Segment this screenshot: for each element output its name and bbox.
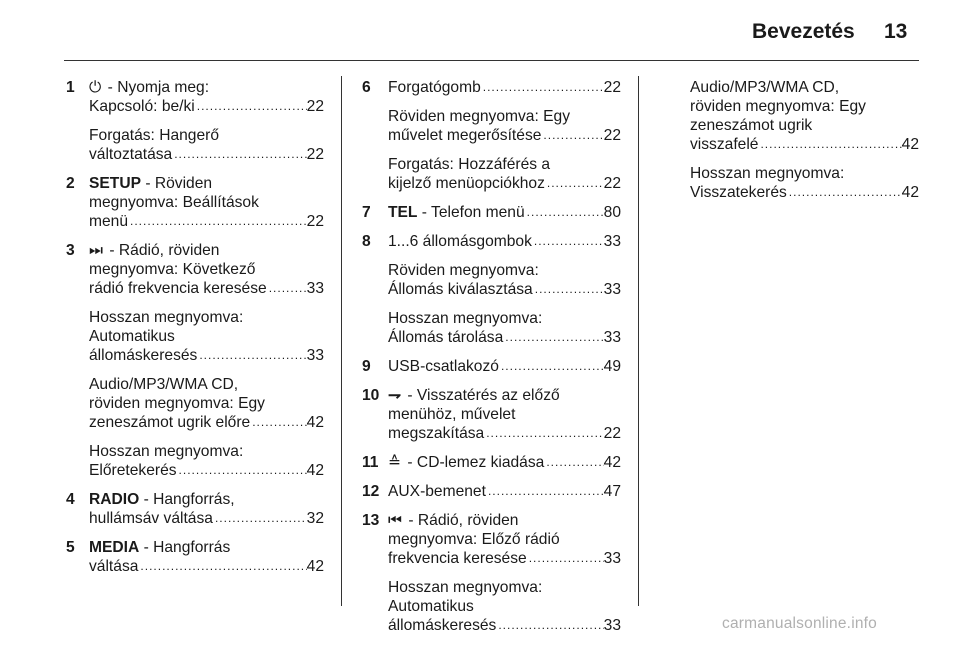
entry-number: 2: [66, 175, 75, 192]
page-header-title: Bevezetés: [752, 20, 855, 43]
entry-number: 8: [362, 233, 371, 250]
keyword-tel: TEL: [388, 204, 418, 221]
column-1: [66, 78, 324, 586]
entry-text: Forgatógomb: [388, 79, 481, 96]
page-ref: 22: [603, 425, 621, 442]
entry-text: - Rádió, röviden: [105, 242, 220, 259]
page-ref: 22: [306, 98, 324, 115]
page-ref: 22: [603, 175, 621, 192]
entry-text: Forgatás: Hangerő: [89, 127, 220, 144]
entry-text: USB-csatlakozó: [388, 358, 499, 375]
entry-text: Hosszan megnyomva:: [89, 443, 244, 460]
page-ref: 33: [306, 280, 324, 297]
legend-entry-9: [362, 357, 621, 376]
legend-entry-1: [66, 78, 324, 164]
entry-text: menühöz, művelet: [388, 406, 516, 423]
keyword-radio: RADIO: [89, 491, 140, 508]
entry-text: zeneszámot ugrik: [690, 117, 813, 134]
entry-text: Hosszan megnyomva:: [388, 310, 543, 327]
entry-text: Kapcsoló: be/ki: [89, 98, 195, 115]
entry-text: változtatása: [89, 146, 173, 163]
header-rule: [64, 60, 919, 61]
entry-text: Forgatás: Hozzáférés a: [388, 156, 551, 173]
page-ref: 42: [901, 136, 919, 153]
entry-number: 3: [66, 242, 75, 259]
legend-entry-8: [362, 232, 621, 347]
previous-track-icon: ⏮: [388, 512, 403, 529]
page-ref: 33: [306, 347, 324, 364]
legend-entry-2: [66, 174, 324, 231]
entry-text: - Hangforrás: [139, 539, 231, 556]
column-separator-2: [638, 76, 639, 606]
keyword-media: MEDIA: [89, 539, 140, 556]
entry-text: Hosszan megnyomva:: [388, 579, 543, 596]
page-ref: 33: [603, 329, 621, 346]
column-separator-1: [341, 76, 342, 606]
page-ref: 42: [306, 462, 324, 479]
entry-text: Automatikus: [388, 598, 474, 615]
column-3: [690, 78, 919, 212]
legend-entry-3: [66, 241, 324, 480]
legend-entry-11: [362, 453, 621, 472]
entry-text: Állomás tárolása: [388, 329, 504, 346]
page-ref: 22: [603, 127, 621, 144]
next-track-icon: ⏭: [89, 242, 104, 259]
page-ref: 32: [306, 510, 324, 527]
entry-number: 11: [362, 454, 379, 471]
entry-text: megnyomva: Beállítások: [89, 194, 259, 211]
entry-text: zeneszámot ugrik előre: [89, 414, 251, 431]
entry-text: művelet megerősítése: [388, 127, 542, 144]
watermark: carmanualsonline.info: [722, 615, 877, 632]
entry-text: kijelző menüopciókhoz: [388, 175, 545, 192]
entry-text: váltása: [89, 558, 139, 575]
entry-text: hullámsáv váltása: [89, 510, 213, 527]
entry-text: állomáskeresés: [388, 617, 497, 634]
entry-number: 6: [362, 79, 371, 96]
entry-text: Állomás kiválasztása: [388, 281, 533, 298]
legend-entry-12: [362, 482, 621, 501]
back-arrow-icon: ⇁: [388, 387, 402, 404]
entry-text: megnyomva: Következő: [89, 261, 256, 278]
column-2: [362, 78, 621, 645]
entry-number: 4: [66, 491, 75, 508]
entry-text: menü: [89, 213, 129, 230]
legend-entry-10: [362, 386, 621, 443]
page-ref: 42: [603, 454, 621, 471]
entry-text: röviden megnyomva: Egy: [690, 98, 866, 115]
entry-text: megnyomva: Előző rádió: [388, 531, 560, 548]
page-ref: 42: [306, 414, 324, 431]
entry-number: 10: [362, 387, 380, 404]
entry-text: Audio/MP3/WMA CD,: [89, 376, 239, 393]
page-ref: 22: [306, 213, 324, 230]
page-ref: 33: [603, 233, 621, 250]
legend-entry-4: [66, 490, 324, 528]
page-ref: 33: [603, 281, 621, 298]
page-ref: 42: [306, 558, 324, 575]
legend-entry-13: [362, 511, 621, 635]
entry-text: - Rádió, röviden: [404, 512, 519, 529]
page-ref: 22: [306, 146, 324, 163]
entry-text: - Telefon menü: [417, 204, 525, 221]
page-ref: 80: [603, 204, 621, 221]
legend-entry-7: [362, 203, 621, 222]
entry-text: visszafelé: [690, 136, 759, 153]
legend-continuation: [690, 78, 919, 202]
keyword-setup: SETUP: [89, 175, 141, 192]
entry-text: Audio/MP3/WMA CD,: [690, 79, 840, 96]
entry-number: 1: [66, 79, 75, 96]
entry-text: Hosszan megnyomva:: [89, 309, 244, 326]
page-ref: 42: [901, 184, 919, 201]
entry-text: Hosszan megnyomva:: [690, 165, 845, 182]
entry-number: 5: [66, 539, 75, 556]
entry-text: Röviden megnyomva:: [388, 262, 539, 279]
entry-text: Előretekerés: [89, 462, 177, 479]
page-ref: 33: [603, 617, 621, 634]
entry-text: Röviden megnyomva: Egy: [388, 108, 571, 125]
entry-text: - CD-lemez kiadása: [403, 454, 545, 471]
entry-text: röviden megnyomva: Egy: [89, 395, 265, 412]
entry-text: rádió frekvencia keresése: [89, 280, 267, 297]
legend-entry-6: [362, 78, 621, 193]
entry-number: 12: [362, 483, 380, 500]
entry-number: 9: [362, 358, 371, 375]
entry-text: - Hangforrás,: [139, 491, 235, 508]
entry-text: Automatikus: [89, 328, 175, 345]
page-ref: 47: [603, 483, 621, 500]
page-number: 13: [884, 20, 908, 43]
entry-text: állomáskeresés: [89, 347, 198, 364]
legend-entry-5: [66, 538, 324, 576]
entry-text: frekvencia keresése: [388, 550, 527, 567]
entry-text: - Visszatérés az előző: [403, 387, 560, 404]
entry-text: - Röviden: [141, 175, 213, 192]
eject-icon: ≙: [388, 454, 402, 471]
entry-number: 7: [362, 204, 371, 221]
entry-text: megszakítása: [388, 425, 485, 442]
page-ref: 22: [603, 79, 621, 96]
page-ref: 49: [603, 358, 621, 375]
entry-text: Visszatekerés: [690, 184, 787, 201]
power-icon: ⏻: [89, 79, 102, 96]
page-ref: 33: [603, 550, 621, 567]
entry-text: 1...6 állomásgombok: [388, 233, 532, 250]
entry-text: - Nyomja meg:: [103, 79, 210, 96]
entry-text: AUX-bemenet: [388, 483, 486, 500]
entry-number: 13: [362, 512, 380, 529]
